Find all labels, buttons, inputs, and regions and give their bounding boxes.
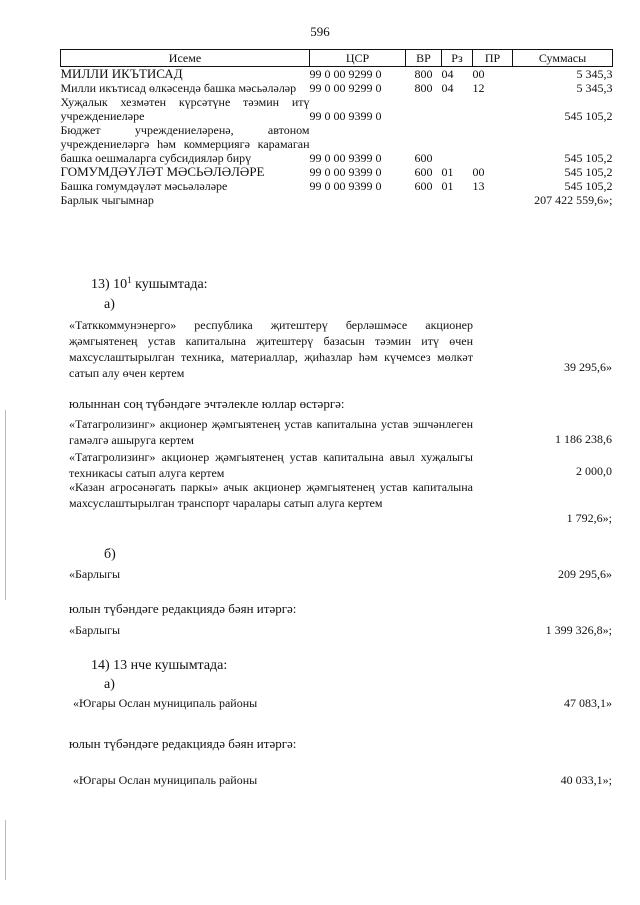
section-13-item-text: «Татккоммунэнерго» республика җитештерү берләшмәсе акционер җәмгыятенең устав капиталына җитештерү базасын тәэмин итү өчен махсуслаштырылган техника, материаллар, җиһазлар һәм күчемсез мөлкәт сатып алу өчен кертем (69, 318, 473, 380)
table-row (61, 179, 613, 193)
table-header-row (61, 50, 613, 67)
section-13-sub-a: а) (104, 297, 115, 312)
row-pr (473, 123, 513, 165)
add-item-value: 1 186 238,6 (555, 432, 612, 446)
row-sum: 5 345,3 (576, 67, 613, 81)
section-13-heading-sup: 1 (127, 275, 132, 285)
section-14-heading: 14) 13 нче кушымтада: (91, 658, 228, 673)
row-csr: 99 0 00 9399 0 (309, 109, 382, 123)
section-13-add-instruction: юлыннан соң түбәндәге эчтәлекле юллар өстәргә: (69, 396, 345, 411)
row-sum: 5 345,3 (576, 81, 613, 95)
section-13-heading-rest: кушымтада: (131, 277, 208, 292)
row-sum: 545 105,2 (564, 151, 613, 165)
row-vr: 600 (414, 165, 433, 179)
row-sum: 545 105,2 (564, 165, 613, 179)
scan-margin-mark (5, 820, 6, 880)
table-row (61, 123, 613, 165)
row-vr (406, 193, 442, 207)
row-csr: 99 0 00 9399 0 (309, 179, 382, 193)
table-row (61, 67, 613, 82)
row-csr: 99 0 00 9299 0 (309, 67, 382, 81)
row-rz: 04 (441, 67, 454, 81)
row-name: Башка гомумдәүләт мәсьәләләре (60, 179, 228, 193)
section-13-total-label: «Барлыгы (69, 567, 121, 581)
add-item-text: «Татагролизинг» акционер җәмгыятенең устав капиталына устав эшчәнлеген гамәлгә ашыруга кертем (69, 417, 473, 447)
row-name: Милли икътисад өлкәсендә башка мәсьәләләр (60, 81, 297, 95)
row-rz (442, 123, 473, 165)
row-name: ГОМУМДӘҮЛӘТ МӘСЬӘЛӘЛӘРЕ (60, 164, 265, 179)
table-row (61, 95, 613, 123)
section-13-new-total-label: «Барлыгы (69, 623, 121, 637)
row-rz: 01 (441, 165, 454, 179)
row-vr: 800 (414, 67, 433, 81)
row-pr: 12 (472, 81, 485, 95)
row-vr (406, 95, 442, 123)
table-row (61, 81, 613, 95)
column-header-sum: Суммасы (513, 50, 613, 67)
page-number: 596 (310, 24, 330, 39)
section-14-item-label: «Югары Ослан муниципаль районы (73, 696, 258, 710)
row-rz (442, 95, 473, 123)
row-pr (473, 95, 513, 123)
table-row (61, 193, 613, 207)
row-csr (310, 193, 406, 207)
section-13-heading-main: 13) 10 (91, 277, 128, 292)
row-vr: 800 (414, 81, 433, 95)
budget-table (60, 49, 613, 207)
column-header-pr: ПР (473, 50, 513, 67)
row-sum: 207 422 559,6»; (534, 193, 613, 207)
row-rz (442, 193, 473, 207)
section-14-new-item-label: «Югары Ослан муниципаль районы (73, 773, 258, 787)
section-13-item-value: 39 295,6» (564, 360, 612, 374)
row-rz: 04 (441, 81, 454, 95)
section-13-new-total-value: 1 399 326,8»; (545, 623, 612, 637)
row-vr: 600 (414, 151, 433, 165)
row-csr: 99 0 00 9399 0 (309, 165, 382, 179)
section-13-sub-b: б) (104, 547, 116, 562)
column-header-rz: Рз (442, 50, 473, 67)
row-csr: 99 0 00 9399 0 (309, 151, 382, 165)
row-pr (473, 193, 513, 207)
row-pr: 00 (472, 165, 485, 179)
row-name: Барлык чыгымнар (60, 193, 154, 207)
column-header-vr: ВР (406, 50, 442, 67)
row-vr: 600 (414, 179, 433, 193)
row-name: Бюджет учреждениеләренә, автоном учреждениеләргә һәм коммерциягә карамаган башка оешмаларга субсидияләр бирү (60, 123, 310, 165)
table-row (61, 165, 613, 179)
column-header-name: Исеме (61, 50, 310, 67)
row-name: МИЛЛИ ИКЪТИСАД (60, 66, 183, 81)
section-13-total-value: 209 295,6» (558, 567, 612, 581)
section-14-edit-instruction: юлын түбәндәге редакциядә бәян итәргә: (69, 736, 297, 751)
add-item-text: «Казан агросәнәгать паркы» ачык акционер җәмгыятенең устав капиталына махсуслаштырылган транспорт чаралары сатып алуга кертем (69, 480, 473, 510)
row-pr: 00 (472, 67, 485, 81)
row-rz: 01 (441, 179, 454, 193)
column-header-csr: ЦСР (310, 50, 406, 67)
add-item-value: 1 792,6»; (566, 511, 612, 525)
scan-margin-mark (5, 410, 6, 600)
row-pr: 13 (472, 179, 485, 193)
section-14-item-value: 47 083,1» (564, 696, 612, 710)
add-item-value: 2 000,0 (576, 464, 612, 478)
section-14-sub-a: а) (104, 677, 115, 692)
row-csr: 99 0 00 9299 0 (309, 81, 382, 95)
section-14-new-item-value: 40 033,1»; (560, 773, 612, 787)
row-name: Хуҗалык хезмәтен күрсәтүне тәэмин итү учреждениеләре (60, 95, 310, 123)
section-13-edit-instruction: юлын түбәндәге редакциядә бәян итәргә: (69, 601, 297, 616)
add-item-text: «Татагролизинг» акционер җәмгыятенең устав капиталына авыл хуҗалыгы техникасы сатып алуга кертем (69, 450, 473, 480)
row-sum: 545 105,2 (564, 179, 613, 193)
section-13-heading (91, 277, 208, 293)
row-sum: 545 105,2 (564, 109, 613, 123)
